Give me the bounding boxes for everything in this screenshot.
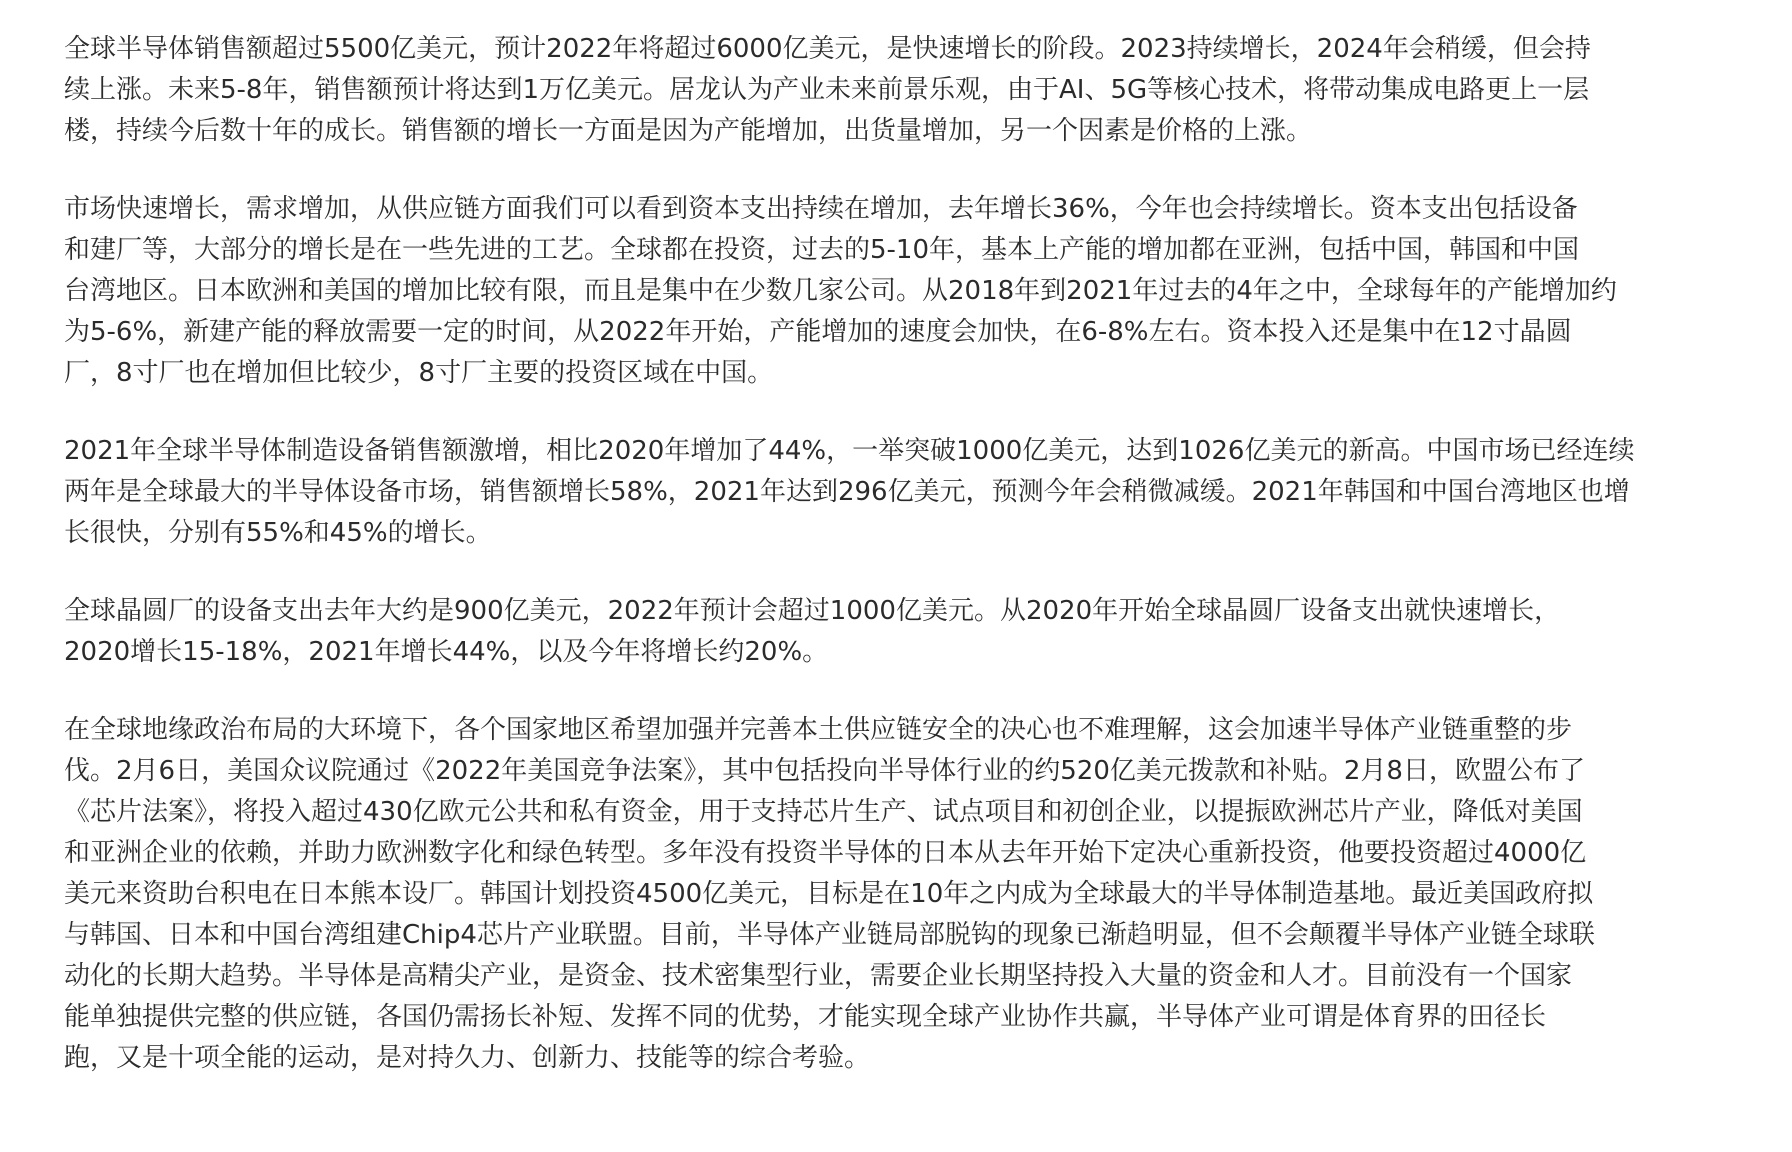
text-line: 能单独提供完整的供应链，各国仍需扬长补短、发挥不同的优势，才能实现全球产业协作共赢，半导体产业可谓是体育界的田径长 [64, 1002, 1547, 1032]
paragraph-capital-spending [64, 189, 1728, 394]
text-line: 全球晶圆厂的设备支出去年大约是900亿美元，2022年预计会超过1000亿美元。从2020年开始全球晶圆厂设备支出就快速增长， [64, 596, 1561, 626]
text-line: 2021年全球半导体制造设备销售额激增，相比2020年增加了44%，一举突破1000亿美元，达到1026亿美元的新高。中国市场已经连续 [64, 436, 1635, 466]
paragraph-geopolitics [64, 710, 1728, 1079]
text-line: 2020增长15-18%，2021年增长44%，以及今年将增长约20%。 [64, 637, 829, 667]
text-line: 两年是全球最大的半导体设备市场，销售额增长58%，2021年达到296亿美元，预测今年会稍微减缓。2021年韩国和中国台湾地区也增 [64, 477, 1630, 507]
text-line: 台湾地区。日本欧洲和美国的增加比较有限，而且是集中在少数几家公司。从2018年到2021年过去的4年之中，全球每年的产能增加约 [64, 276, 1617, 306]
article-body [64, 29, 1728, 1116]
text-line: 伐。2月6日，美国众议院通过《2022年美国竞争法案》，其中包括投向半导体行业的约520亿美元拨款和补贴。2月8日，欧盟公布了 [64, 756, 1585, 786]
paragraph-market-outlook [64, 29, 1728, 152]
text-line: 动化的长期大趋势。半导体是高精尖产业，是资金、技术密集型行业，需要企业长期坚持投入大量的资金和人才。目前没有一个国家 [64, 961, 1573, 991]
text-line: 为5-6%，新建产能的释放需要一定的时间，从2022年开始，产能增加的速度会加快，在6-8%左右。资本投入还是集中在12寸晶圆 [64, 317, 1572, 347]
text-line: 市场快速增长，需求增加，从供应链方面我们可以看到资本支出持续在增加，去年增长36%，今年也会持续增长。资本支出包括设备 [64, 194, 1578, 224]
text-line: 厂，8寸厂也在增加但比较少，8寸厂主要的投资区域在中国。 [64, 358, 774, 388]
text-line: 全球半导体销售额超过5500亿美元，预计2022年将超过6000亿美元，是快速增长的阶段。2023持续增长，2024年会稍缓，但会持 [64, 34, 1591, 64]
text-line: 《芯片法案》，将投入超过430亿欧元公共和私有资金，用于支持芯片生产、试点项目和初创企业，以提振欧洲芯片产业，降低对美国 [64, 797, 1583, 827]
text-line: 楼，持续今后数十年的成长。销售额的增长一方面是因为产能增加，出货量增加，另一个因素是价格的上涨。 [64, 116, 1313, 146]
paragraph-equipment-sales [64, 431, 1728, 554]
text-line: 和亚洲企业的依赖，并助力欧洲数字化和绿色转型。多年没有投资半导体的日本从去年开始下定决心重新投资，他要投资超过4000亿 [64, 838, 1587, 868]
text-line: 跑，又是十项全能的运动，是对持久力、创新力、技能等的综合考验。 [64, 1043, 871, 1073]
text-line: 长很快，分别有55%和45%的增长。 [64, 518, 492, 548]
text-line: 美元来资助台积电在日本熊本设厂。韩国计划投资4500亿美元，目标是在10年之内成为全球最大的半导体制造基地。最近美国政府拟 [64, 879, 1594, 909]
text-line: 与韩国、日本和中国台湾组建Chip4芯片产业联盟。目前，半导体产业链局部脱钩的现象已渐趋明显，但不会颠覆半导体产业链全球联 [64, 920, 1595, 950]
text-line: 在全球地缘政治布局的大环境下，各个国家地区希望加强并完善本土供应链安全的决心也不难理解，这会加速半导体产业链重整的步 [64, 715, 1573, 745]
text-line: 和建厂等，大部分的增长是在一些先进的工艺。全球都在投资，过去的5-10年，基本上产能的增加都在亚洲，包括中国，韩国和中国 [64, 235, 1580, 265]
text-line: 续上涨。未来5-8年，销售额预计将达到1万亿美元。居龙认为产业未来前景乐观，由于AI、5G等核心技术，将带动集成电路更上一层 [64, 75, 1590, 105]
paragraph-fab-equipment [64, 591, 1728, 673]
